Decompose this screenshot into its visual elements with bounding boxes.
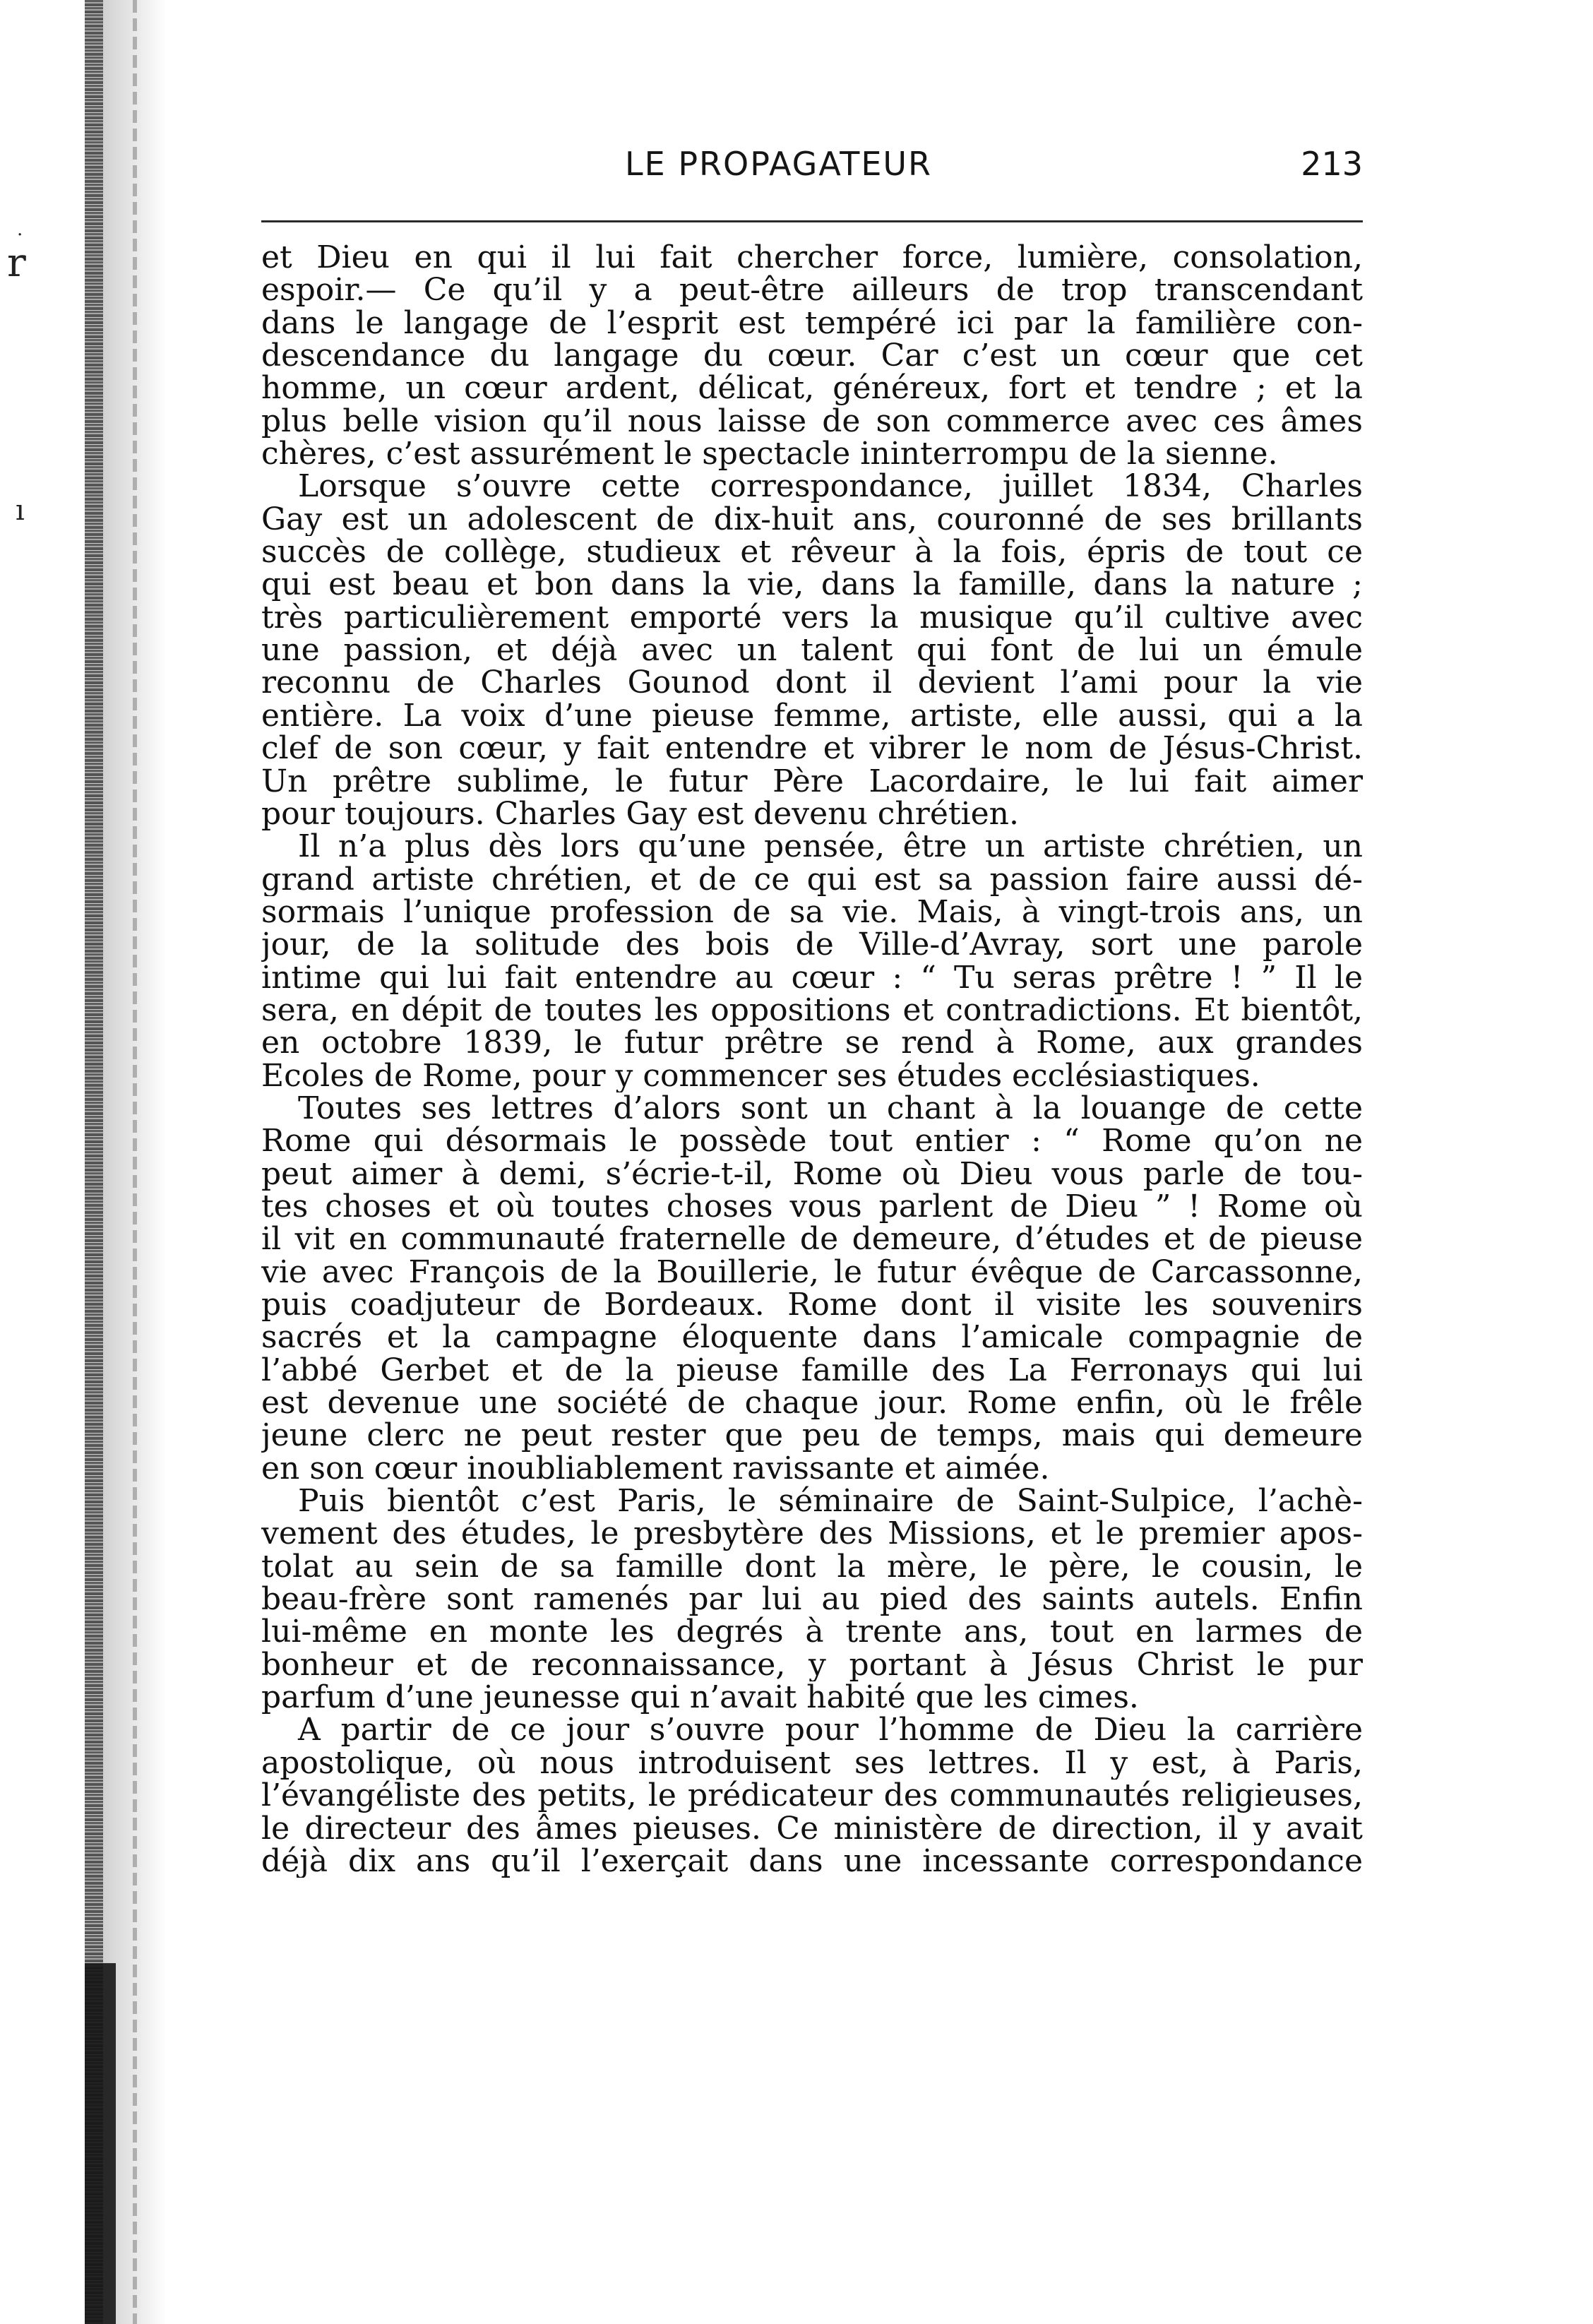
text-line: Lorsque s’ouvre cette correspondance, juillet 1834, Charles [298, 470, 1363, 503]
text-line: parfum d’une jeunesse qui n’avait habité que les cimes. [261, 1681, 1139, 1715]
text-line: entière. La voix d’une pieuse femme, artiste, elle aussi, qui a la [261, 699, 1363, 733]
text-line: espoir.— Ce qu’il y a peut-être ailleurs de trop transcendant [261, 274, 1363, 307]
text-line: puis coadjuteur de Bordeaux. Rome dont il visite les souvenirs [261, 1289, 1363, 1322]
margin-mark-dot: . [17, 219, 23, 240]
text-line: Gay est un adolescent de dix-huit ans, couronné de ses brillants [261, 503, 1363, 537]
body-text [261, 242, 1363, 1878]
text-line: grand artiste chrétien, et de ce qui est sa passion faire aussi dé- [261, 863, 1363, 896]
text-line: A partir de ce jour s’ouvre pour l’homme de Dieu la carrière [298, 1714, 1363, 1747]
gutter-dark-patch [85, 1963, 116, 2324]
text-line: Toutes ses lettres d’alors sont un chant à la louange de cette [298, 1092, 1363, 1126]
text-line: Un prêtre sublime, le futur Père Lacordaire, le lui fait aimer [261, 765, 1363, 798]
text-line: dans le langage de l’esprit est tempéré ici par la familière con- [261, 306, 1363, 340]
text-line: bonheur et de reconnaissance, y portant à Jésus Christ le pur [261, 1648, 1363, 1682]
header-rule [261, 220, 1363, 222]
page-number: 213 [1301, 145, 1363, 183]
text-line: chères, c’est assurément le spectacle ininterrompu de la sienne. [261, 438, 1278, 471]
text-line: et Dieu en qui il lui fait chercher force, lumière, consolation, [261, 242, 1363, 275]
text-line: lui-même en monte les degrés à trente ans, tout en larmes de [261, 1616, 1363, 1649]
text-line: l’abbé Gerbet et de la pieuse famille des La Ferronays qui lui [261, 1354, 1363, 1388]
text-line: Il n’a plus dès lors qu’une pensée, être un artiste chrétien, un [298, 830, 1363, 864]
text-line: sacrés et la campagne éloquente dans l’amicale compagnie de [261, 1321, 1363, 1354]
gutter-shadow [103, 0, 167, 2324]
text-line: clef de son cœur, y fait entendre et vibrer le nom de Jésus-Christ. [261, 732, 1363, 765]
text-line: sormais l’unique profession de sa vie. Mais, à vingt-trois ans, un [261, 895, 1363, 929]
text-line: Ecoles de Rome, pour y commencer ses études ecclésiastiques. [261, 1059, 1260, 1092]
text-line: sera, en dépit de toutes les oppositions et contradictions. Et bientôt, [261, 994, 1363, 1027]
margin-mark-r: r [7, 240, 26, 286]
text-line: en son cœur inoubliablement ravissante et aimée. [261, 1452, 1050, 1486]
text-line: jeune clerc ne peut rester que peu de temps, mais qui demeure [261, 1419, 1363, 1453]
text-line: plus belle vision qu’il nous laisse de son commerce avec ces âmes [261, 405, 1363, 439]
text-line: intime qui lui fait entendre au cœur : “ Tu seras prêtre ! ” Il le [261, 961, 1363, 994]
text-line: Rome qui désormais le possède tout entier : “ Rome qu’on ne [261, 1125, 1363, 1158]
text-line: Puis bientôt c’est Paris, le séminaire de Saint-Sulpice, l’achè- [298, 1485, 1363, 1518]
text-line: tolat au sein de sa famille dont la mère, le père, le cousin, le [261, 1550, 1363, 1584]
running-title: LE PROPAGATEUR [625, 145, 933, 183]
text-line: pour toujours. Charles Gay est devenu chrétien. [261, 797, 1019, 831]
text-line: qui est beau et bon dans la vie, dans la famille, dans la nature ; [261, 568, 1363, 602]
text-line: une passion, et déjà avec un talent qui font de lui un émule [261, 634, 1363, 667]
text-line: est devenue une société de chaque jour. Rome enfin, où le frêle [261, 1387, 1363, 1420]
text-line: reconnu de Charles Gounod dont il devient l’ami pour la vie [261, 667, 1363, 700]
text-line: l’évangéliste des petits, le prédicateur des communautés religieuses, [261, 1780, 1363, 1813]
text-line: en octobre 1839, le futur prêtre se rend à Rome, aux grandes [261, 1027, 1363, 1060]
text-line: il vit en communauté fraternelle de demeure, d’études et de pieuse [261, 1223, 1363, 1256]
text-line: vement des études, le presbytère des Missions, et le premier apos- [261, 1518, 1363, 1551]
text-line: apostolique, où nous introduisent ses lettres. Il y est, à Paris, [261, 1746, 1363, 1780]
text-line: homme, un cœur ardent, délicat, généreux, fort et tendre ; et la [261, 372, 1363, 405]
text-line: jour, de la solitude des bois de Ville-d’Avray, sort une parole [261, 929, 1363, 962]
text-line: descendance du langage du cœur. Car c’est un cœur que cet [261, 340, 1363, 373]
text-line: beau-frère sont ramenés par lui au pied des saints autels. Enfin [261, 1583, 1363, 1616]
text-line: très particulièrement emporté vers la musique qu’il cultive avec [261, 601, 1363, 635]
text-line: succès de collège, studieux et rêveur à la fois, épris de tout ce [261, 536, 1363, 569]
text-line: le directeur des âmes pieuses. Ce ministère de direction, il y avait [261, 1812, 1363, 1845]
gutter-strip [85, 0, 103, 2324]
text-line: tes choses et où toutes choses vous parlent de Dieu ” ! Rome où [261, 1190, 1363, 1224]
gutter-edge [133, 0, 137, 2324]
text-line: déjà dix ans qu’il l’exerçait dans une incessante correspondance [261, 1845, 1363, 1878]
text-line: peut aimer à demi, s’écrie-t-il, Rome où Dieu vous parle de tou- [261, 1157, 1363, 1191]
margin-mark-bar: ı [16, 494, 25, 527]
book-binding-gutter [0, 0, 169, 2324]
text-line: vie avec François de la Bouillerie, le futur évêque de Carcassonne, [261, 1256, 1363, 1289]
page-header [265, 145, 1363, 208]
